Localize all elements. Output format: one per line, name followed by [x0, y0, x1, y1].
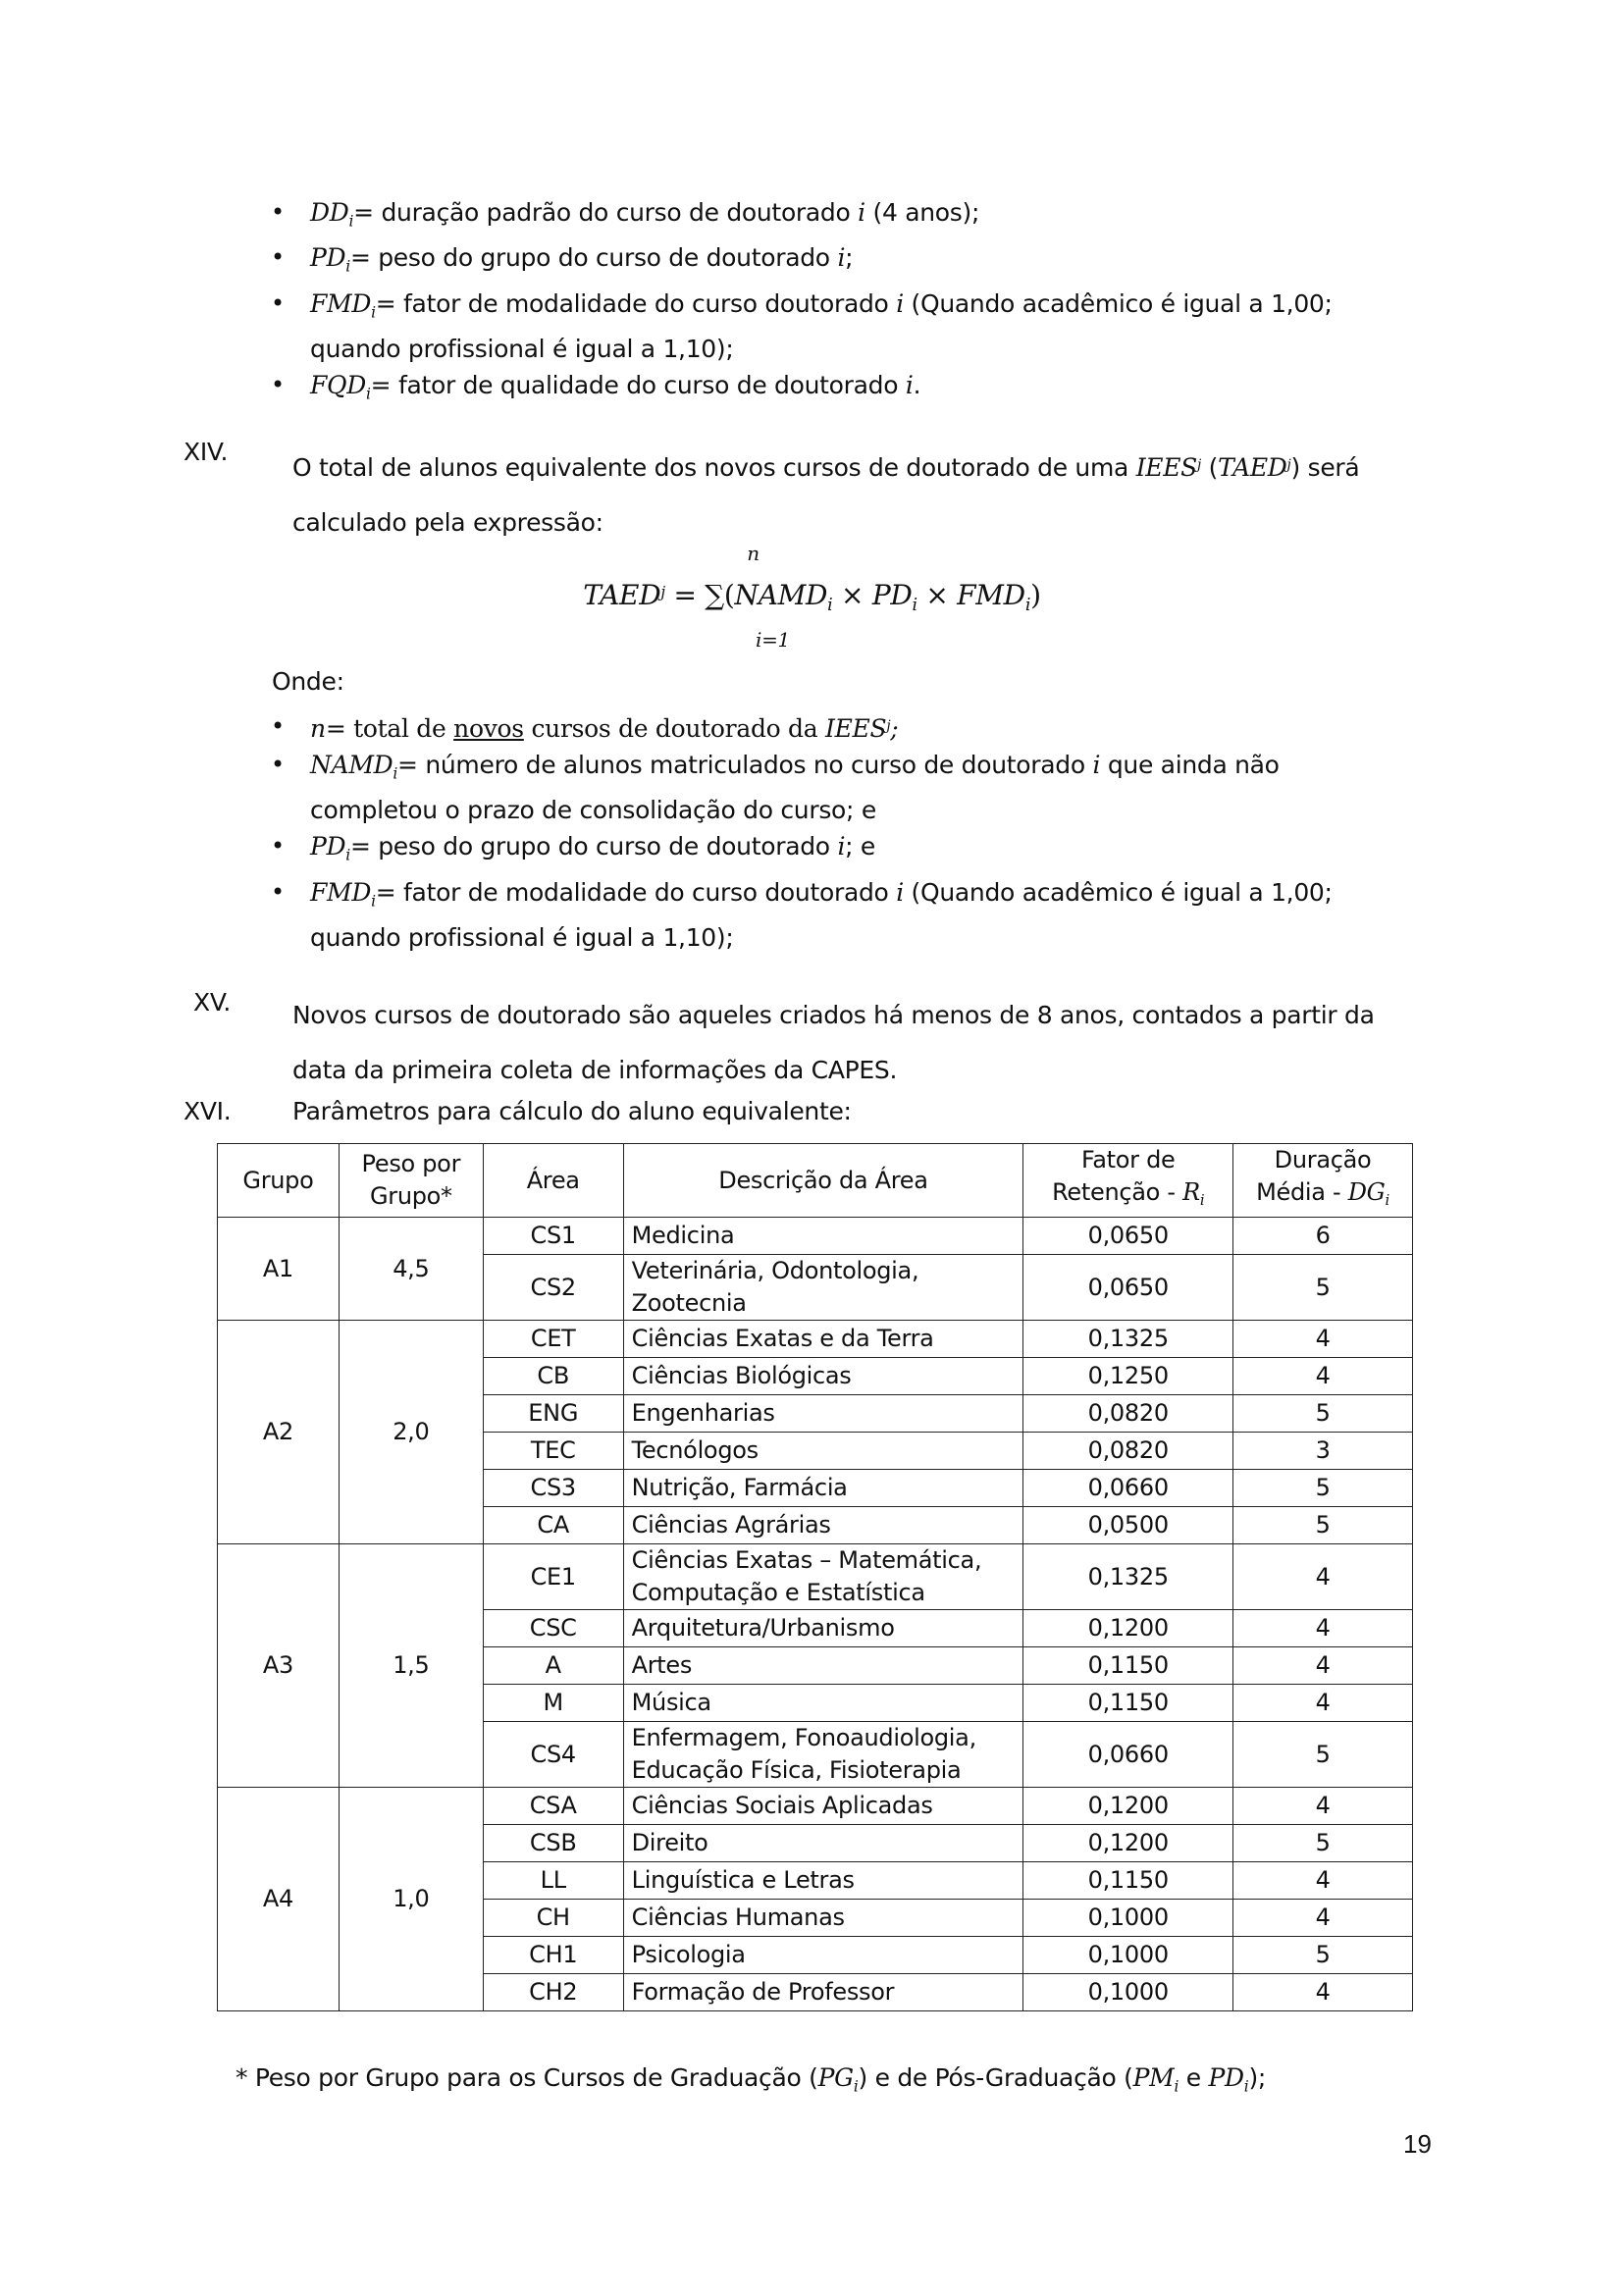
duration-cell: 5: [1233, 1937, 1413, 1974]
onde-definitions-list: [271, 708, 1380, 956]
retention-cell: 0,1200: [1023, 1610, 1233, 1647]
description-cell: Ciências Sociais Aplicadas: [623, 1788, 1023, 1825]
definition-fmd-onde: • $FMD_i=$ fator de modalidade do curso doutorado i (Quando acadêmico é igual a 1,00; quando profissional é igual a 1,10);: [271, 874, 1380, 956]
definition-namd: • $NAMD_i=$ número de alunos matriculados no curso de doutorado i que ainda não completou o prazo de consolidação do curso; e: [271, 747, 1380, 828]
duration-cell: 4: [1233, 1544, 1413, 1610]
area-cell: A: [483, 1647, 623, 1685]
table-row: [218, 1544, 1413, 1610]
area-cell: CET: [483, 1321, 623, 1358]
retention-cell: 0,0650: [1023, 1218, 1233, 1255]
duration-cell: 4: [1233, 1358, 1413, 1395]
area-cell: CE1: [483, 1544, 623, 1610]
area-cell: CSC: [483, 1610, 623, 1647]
area-cell: CSB: [483, 1825, 623, 1862]
top-definitions-list: [271, 194, 1380, 413]
area-cell: CB: [483, 1358, 623, 1395]
parameters-table: [217, 1143, 1413, 2011]
duration-cell: 4: [1233, 1900, 1413, 1937]
description-cell: Música: [623, 1685, 1023, 1722]
item-xiv-numeral: XIV.: [183, 438, 229, 466]
description-cell: Artes: [623, 1647, 1023, 1685]
description-cell: Direito: [623, 1825, 1023, 1862]
retention-cell: 0,1000: [1023, 1937, 1233, 1974]
weight-cell: 1,5: [339, 1544, 483, 1788]
duration-cell: 5: [1233, 1395, 1413, 1433]
duration-cell: 5: [1233, 1470, 1413, 1507]
header-grupo: Grupo: [218, 1144, 340, 1218]
group-cell: A4: [218, 1788, 340, 2011]
group-cell: A2: [218, 1321, 340, 1544]
retention-cell: 0,1000: [1023, 1900, 1233, 1937]
area-cell: CS1: [483, 1218, 623, 1255]
item-xvi-text: Parâmetros para cálculo do aluno equivalente:: [292, 1097, 852, 1125]
description-cell: Arquitetura/Urbanismo: [623, 1610, 1023, 1647]
duration-cell: 4: [1233, 1788, 1413, 1825]
retention-cell: 0,0500: [1023, 1507, 1233, 1544]
area-cell: M: [483, 1685, 623, 1722]
area-cell: CH1: [483, 1937, 623, 1974]
duration-cell: 5: [1233, 1507, 1413, 1544]
definition-fmd: • $FMD_i=$ fator de modalidade do curso doutorado i (Quando acadêmico é igual a 1,00; quando profissional é igual a 1,10);: [271, 286, 1380, 367]
definition-fqd: • $FQD_i=$ fator de qualidade do curso de doutorado i.: [271, 367, 1380, 412]
table-row: [218, 1218, 1413, 1255]
header-peso: Peso por Grupo*: [339, 1144, 483, 1218]
description-cell: Formação de Professor: [623, 1974, 1023, 2011]
description-cell: Ciências Agrárias: [623, 1507, 1023, 1544]
retention-cell: 0,0660: [1023, 1722, 1233, 1788]
retention-cell: 0,0820: [1023, 1433, 1233, 1470]
item-xv-numeral: XV.: [193, 988, 232, 1017]
area-cell: ENG: [483, 1395, 623, 1433]
duration-cell: 4: [1233, 1974, 1413, 2011]
duration-cell: 4: [1233, 1321, 1413, 1358]
table-header-row: [218, 1144, 1413, 1218]
retention-cell: 0,1250: [1023, 1358, 1233, 1395]
retention-cell: 0,1325: [1023, 1544, 1233, 1610]
description-cell: Nutrição, Farmácia: [623, 1470, 1023, 1507]
description-cell: Tecnólogos: [623, 1433, 1023, 1470]
description-cell: Ciências Humanas: [623, 1900, 1023, 1937]
duration-cell: 4: [1233, 1685, 1413, 1722]
header-duracao: Duração Média - $DG_i$: [1233, 1144, 1413, 1218]
definition-pd: • $PD_i=$ peso do grupo do curso de doutorado i;: [271, 239, 1380, 285]
description-cell: Veterinária, Odontologia, Zootecnia: [623, 1255, 1023, 1321]
weight-cell: 2,0: [339, 1321, 483, 1544]
duration-cell: 4: [1233, 1862, 1413, 1900]
header-descricao: Descrição da Área: [623, 1144, 1023, 1218]
retention-cell: 0,1000: [1023, 1974, 1233, 2011]
retention-cell: 0,1200: [1023, 1825, 1233, 1862]
description-cell: Enfermagem, Fonoaudiologia, Educação Física, Fisioterapia: [623, 1722, 1023, 1788]
area-cell: CS3: [483, 1470, 623, 1507]
area-cell: CSA: [483, 1788, 623, 1825]
duration-cell: 6: [1233, 1218, 1413, 1255]
area-cell: CS4: [483, 1722, 623, 1788]
retention-cell: 0,0660: [1023, 1470, 1233, 1507]
description-cell: Ciências Exatas e da Terra: [623, 1321, 1023, 1358]
duration-cell: 4: [1233, 1647, 1413, 1685]
header-fator: Fator de Retenção - $R_i$: [1023, 1144, 1233, 1218]
item-xiv-text: O total de alunos equivalente dos novos cursos de doutorado de uma IEES$^j$ (TAED$^j$) será calculado pela expressão:: [292, 452, 1360, 537]
group-cell: A1: [218, 1218, 340, 1321]
retention-cell: 0,1150: [1023, 1685, 1233, 1722]
item-xvi-numeral: XVI.: [183, 1097, 232, 1125]
group-cell: A3: [218, 1544, 340, 1788]
description-cell: Engenharias: [623, 1395, 1023, 1433]
header-area: Área: [483, 1144, 623, 1218]
area-cell: CS2: [483, 1255, 623, 1321]
definition-n: • n= total de novos cursos de doutorado da IEES$^j$;: [271, 708, 1380, 747]
duration-cell: 3: [1233, 1433, 1413, 1470]
item-xv-text: Novos cursos de doutorado são aqueles criados há menos de 8 anos, contados a partir da data da primeira coleta de informações da CAPES.: [292, 1001, 1375, 1084]
weight-cell: 1,0: [339, 1788, 483, 2011]
definition-pd-onde: • $PD_i=$ peso do grupo do curso de doutorado i; e: [271, 828, 1380, 873]
onde-label: Onde:: [272, 667, 344, 696]
retention-cell: 0,1150: [1023, 1862, 1233, 1900]
area-cell: LL: [483, 1862, 623, 1900]
definition-dd: • $DD_i=$ duração padrão do curso de doutorado i (4 anos);: [271, 194, 1380, 239]
formula-taed: $TAED^j$ = $\sum(NAMD_i \times PD_i \times FMD_i)$: [583, 579, 1041, 616]
formula-sum-lower: i=1: [756, 628, 790, 652]
duration-cell: 5: [1233, 1255, 1413, 1321]
duration-cell: 5: [1233, 1722, 1413, 1788]
retention-cell: 0,0820: [1023, 1395, 1233, 1433]
weight-cell: 4,5: [339, 1218, 483, 1321]
area-cell: CH: [483, 1900, 623, 1937]
page-number: 19: [1403, 2129, 1432, 2159]
description-cell: Linguística e Letras: [623, 1862, 1023, 1900]
description-cell: Ciências Exatas – Matemática, Computação e Estatística: [623, 1544, 1023, 1610]
description-cell: Medicina: [623, 1218, 1023, 1255]
area-cell: TEC: [483, 1433, 623, 1470]
table-row: [218, 1321, 1413, 1358]
table-footnote: * Peso por Grupo para os Cursos de Graduação $(PG_i)$ e de Pós-Graduação ($PM_i$ e $PD_i$);: [236, 2063, 1267, 2096]
description-cell: Psicologia: [623, 1937, 1023, 1974]
retention-cell: 0,0650: [1023, 1255, 1233, 1321]
area-cell: CH2: [483, 1974, 623, 2011]
area-cell: CA: [483, 1507, 623, 1544]
formula-sum-upper: n: [747, 542, 760, 565]
retention-cell: 0,1150: [1023, 1647, 1233, 1685]
description-cell: Ciências Biológicas: [623, 1358, 1023, 1395]
duration-cell: 4: [1233, 1610, 1413, 1647]
retention-cell: 0,1200: [1023, 1788, 1233, 1825]
duration-cell: 5: [1233, 1825, 1413, 1862]
retention-cell: 0,1325: [1023, 1321, 1233, 1358]
table-row: [218, 1788, 1413, 1825]
